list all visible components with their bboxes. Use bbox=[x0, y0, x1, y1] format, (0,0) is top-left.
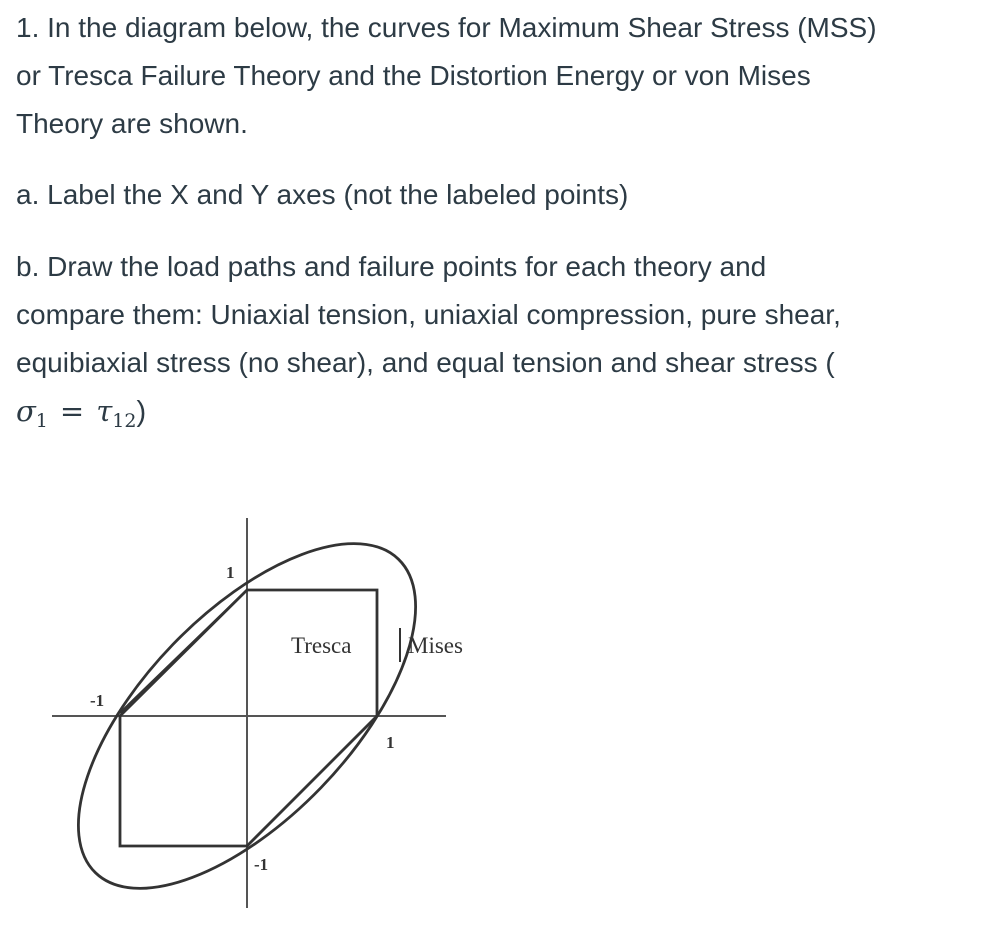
intro-line: 1. In the diagram below, the curves for Maximum Shear Stress (MSS) bbox=[16, 12, 877, 43]
x-neg-label: -1 bbox=[90, 691, 105, 710]
tresca-label: Tresca bbox=[291, 633, 352, 658]
close-paren: ) bbox=[136, 396, 147, 428]
tresca-edge-lower bbox=[247, 716, 377, 846]
sigma-tau-formula bbox=[16, 387, 976, 439]
x-pos-label: 1 bbox=[386, 733, 395, 752]
part-b-line: equibiaxial stress (no shear), and equal tension and shear stress ( bbox=[16, 347, 835, 378]
sigma-symbol: σ bbox=[16, 394, 36, 428]
tresca-edge-upper bbox=[120, 590, 247, 713]
equals-sign: = bbox=[59, 394, 85, 428]
tresca-hexagon bbox=[120, 590, 377, 846]
intro-line: or Tresca Failure Theory and the Distortion Energy or von Mises bbox=[16, 60, 811, 91]
failure-theory-diagram bbox=[0, 500, 520, 920]
part-b-paragraph bbox=[16, 243, 976, 439]
part-b-line: compare them: Uniaxial tension, uniaxial compression, pure shear, bbox=[16, 299, 841, 330]
y-neg-label: -1 bbox=[254, 855, 269, 874]
tau-subscript: 12 bbox=[112, 410, 137, 432]
tau-symbol: τ bbox=[96, 394, 113, 428]
part-a-text: a. Label the X and Y axes (not the labeled points) bbox=[16, 179, 629, 210]
part-a-paragraph bbox=[16, 171, 976, 219]
sigma-subscript: 1 bbox=[35, 410, 48, 432]
diagram-svg bbox=[0, 500, 520, 920]
y-pos-label: 1 bbox=[226, 563, 235, 582]
intro-line: Theory are shown. bbox=[16, 108, 248, 139]
part-b-line: b. Draw the load paths and failure points for each theory and bbox=[16, 251, 767, 282]
mises-label: Mises bbox=[408, 633, 463, 658]
intro-paragraph bbox=[16, 4, 976, 148]
